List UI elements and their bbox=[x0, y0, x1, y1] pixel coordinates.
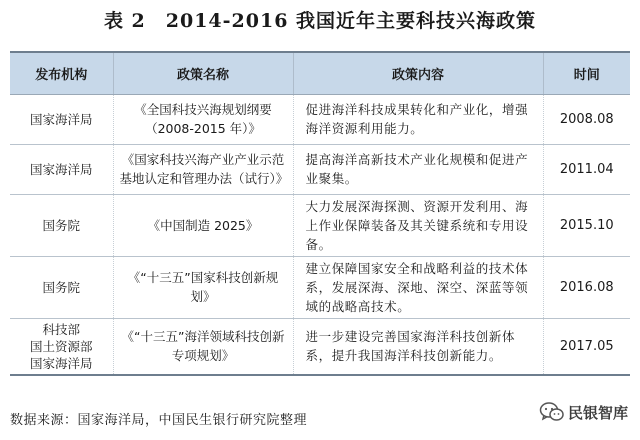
policy-content-cell: 建立保障国家安全和战略利益的技术体系，发展深海、深地、深空、深蓝等领域的战略高技术。 bbox=[293, 256, 543, 318]
header-row bbox=[10, 52, 630, 94]
agency-cell bbox=[10, 318, 113, 375]
table-row bbox=[10, 256, 630, 318]
header-time: 时间 bbox=[543, 52, 630, 94]
time-cell: 2015.10 bbox=[543, 194, 630, 256]
policy-content-cell: 提高海洋高新技术产业化规模和促进产业聚集。 bbox=[293, 144, 543, 194]
watermark-text: 民银智库 bbox=[567, 403, 628, 422]
agency-cell: 国务院 bbox=[10, 194, 113, 256]
time-cell: 2011.04 bbox=[543, 144, 630, 194]
policy-content-cell: 促进海洋科技成果转化和产业化，增强海洋资源利用能力。 bbox=[293, 94, 543, 144]
table-row bbox=[10, 194, 630, 256]
agency-cell: 国务院 bbox=[10, 256, 113, 318]
watermark bbox=[539, 401, 628, 423]
policy-content-cell: 进一步建设完善国家海洋科技创新体系，提升我国海洋科技创新能力。 bbox=[293, 318, 543, 375]
table-row bbox=[10, 318, 630, 375]
agency-cell: 国家海洋局 bbox=[10, 144, 113, 194]
table-row bbox=[10, 94, 630, 144]
policy-content-cell: 大力发展深海探测、资源开发利用、海上作业保障装备及其关键系统和专用设备。 bbox=[293, 194, 543, 256]
header-policy-name: 政策名称 bbox=[113, 52, 293, 94]
agency-line: 国家海洋局 bbox=[29, 355, 93, 371]
time-cell: 2016.08 bbox=[543, 256, 630, 318]
time-cell: 2017.05 bbox=[543, 318, 630, 375]
header-policy-content: 政策内容 bbox=[293, 52, 543, 94]
policy-name-cell: 《全国科技兴海规划纲要（2008-2015 年）》 bbox=[113, 94, 293, 144]
policy-name-cell: 《中国制造 2025》 bbox=[113, 194, 293, 256]
policy-table bbox=[10, 51, 630, 376]
policy-name-cell: 《“十三五”海洋领域科技创新专项规划》 bbox=[113, 318, 293, 375]
wechat-icon bbox=[539, 401, 565, 423]
agency-line: 科技部 bbox=[42, 321, 80, 337]
table-row bbox=[10, 144, 630, 194]
policy-name-cell: 《国家科技兴海产业产业示范基地认定和管理办法（试行）》 bbox=[113, 144, 293, 194]
agency-cell: 国家海洋局 bbox=[10, 94, 113, 144]
data-source-note: 数据来源：国家海洋局，中国民生银行研究院整理 bbox=[10, 413, 308, 428]
policy-name-cell: 《“十三五”国家科技创新规划》 bbox=[113, 256, 293, 318]
time-cell: 2008.08 bbox=[543, 94, 630, 144]
header-agency: 发布机构 bbox=[10, 52, 113, 94]
agency-line: 国土资源部 bbox=[29, 338, 93, 354]
table-title: 表 2 2014-2016 我国近年主要科技兴海政策 bbox=[103, 10, 537, 32]
